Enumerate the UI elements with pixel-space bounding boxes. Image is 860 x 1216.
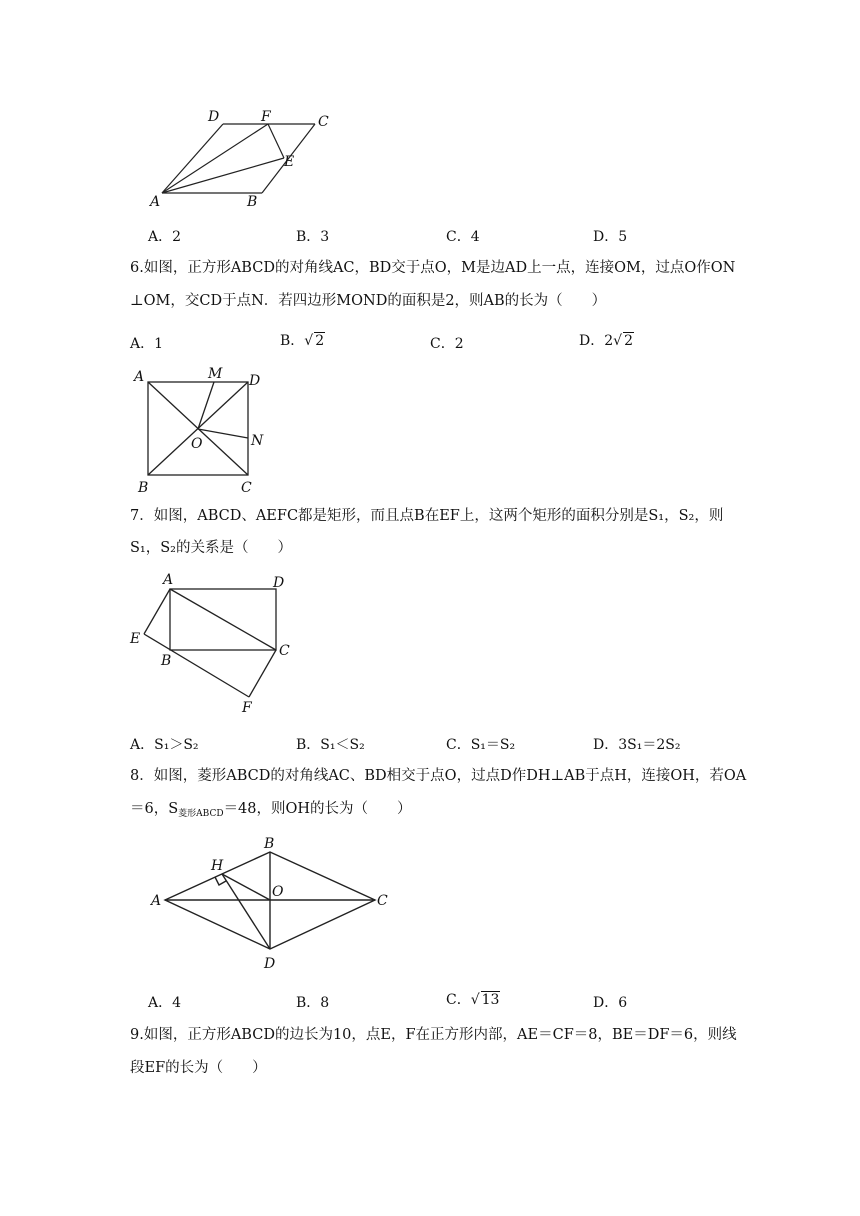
q6-label-d: D [249, 373, 261, 389]
q6-label-n: N [251, 433, 264, 449]
q9-question-line2: 段EF的长为（ ） [130, 1060, 267, 1076]
q6-option-c: C．2 [430, 336, 464, 352]
q8-question-line2: ＝6，$S_{菱形ABCD}=48$，则OH的长为（ ） [130, 801, 412, 819]
q5-option-d: D．5 [593, 229, 628, 245]
q8-area-subscript: 菱形ABCD [178, 809, 224, 819]
q5-label-c: C [318, 114, 329, 130]
q8-option-d: D．6 [593, 995, 628, 1011]
q5-option-a: A．2 [148, 229, 182, 245]
q7-option-c: C．S₁＝S₂ [446, 737, 516, 753]
q7-label-a: A [163, 572, 174, 588]
q7-label-d: D [273, 575, 285, 591]
q8-label-d: D [264, 956, 276, 972]
q8-question-line1: 8．如图，菱形ABCD的对角线AC、BD相交于点O，过点D作DH⊥AB于点H，连接OH，若OA [130, 768, 747, 784]
q8-option-c: C．√ 13 [446, 992, 500, 1008]
q6-label-b: B [138, 480, 149, 496]
q7-option-d: D．3S₁＝2S₂ [593, 737, 681, 753]
q7-question-line2: S₁，S₂的关系是（ ） [130, 540, 292, 556]
q6-option-d: D．2√ 2 [579, 333, 633, 349]
q7-label-b: B [161, 653, 172, 669]
q8-option-a: A．4 [148, 995, 182, 1011]
q5-label-d: D [208, 109, 220, 125]
q5-option-c: C．4 [446, 229, 480, 245]
q5-label-e: E [284, 154, 295, 170]
q5-label-a: A [150, 194, 161, 210]
q6-label-a: A [134, 369, 145, 385]
q6-question-line1: 6.如图，正方形ABCD的对角线AC，BD交于点O，M是边AD上一点，连接OM，过点O作ON [130, 260, 736, 276]
q7-label-f: F [242, 700, 252, 716]
q7-label-e: E [130, 631, 141, 647]
q8-option-b: B．8 [296, 995, 330, 1011]
q8-label-b: B [264, 836, 275, 852]
q8-label-a: A [151, 893, 162, 909]
q6-question-line2: ⊥OM，交CD于点N．若四边形MOND的面积是2，则AB的长为（ ） [130, 293, 607, 309]
q5-option-b: B．3 [296, 229, 330, 245]
q5-label-b: B [247, 194, 258, 210]
q6-label-c: C [241, 480, 252, 496]
q6-option-b: B．√ 2 [280, 333, 325, 349]
q5-label-f: F [261, 109, 271, 125]
q8-label-o: O [272, 884, 284, 900]
q6-option-a: A．1 [130, 336, 164, 352]
q8-label-h: H [211, 858, 224, 874]
q6-label-m: M [208, 366, 223, 382]
q8-label-c: C [377, 893, 388, 909]
q9-question-line1: 9.如图，正方形ABCD的边长为10，点E，F在正方形内部，AE＝CF＝8，BE＝DF＝6，则线 [130, 1027, 737, 1043]
q7-option-b: B．S₁＜S₂ [296, 737, 365, 753]
q7-question-line1: 7．如图，ABCD、AEFC都是矩形，而且点B在EF上，这两个矩形的面积分别是S₁，S₂，则 [130, 508, 724, 524]
q7-option-a: A．S₁＞S₂ [130, 737, 199, 753]
q6-label-o: O [191, 436, 203, 452]
q7-label-c: C [279, 643, 290, 659]
